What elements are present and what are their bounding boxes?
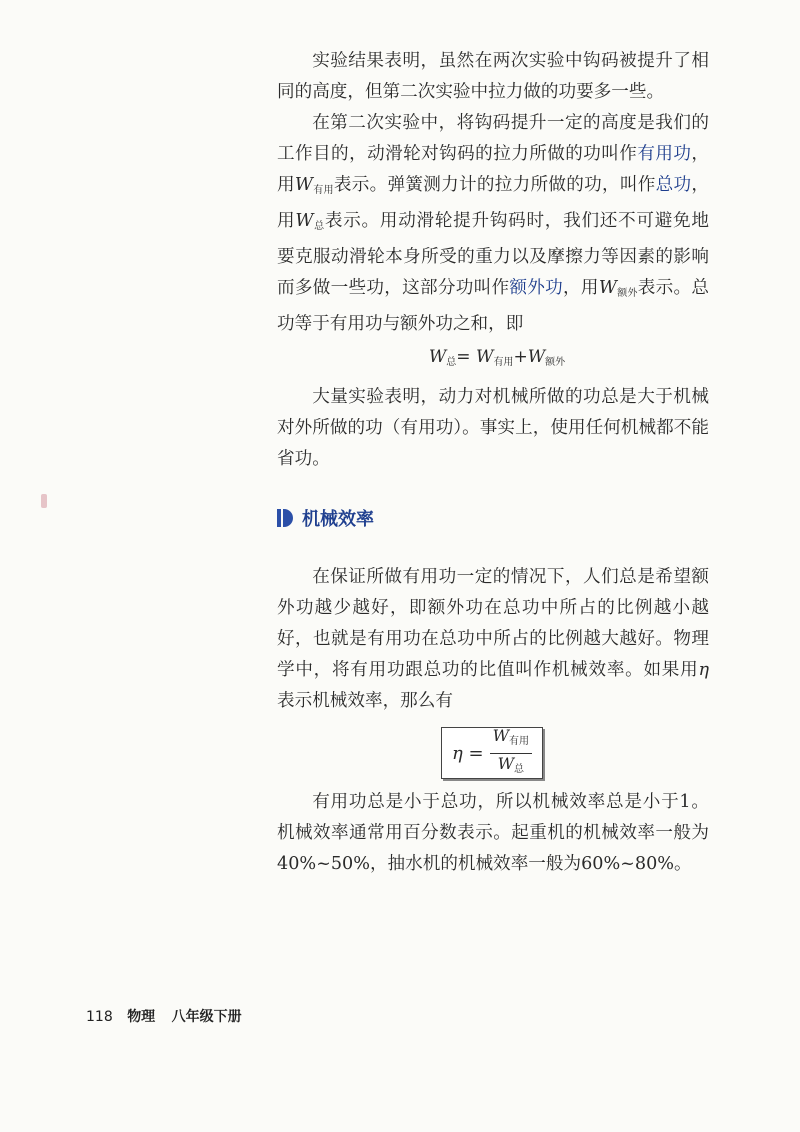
efficiency-formula: η = $\frac{W_{有用}}{W_总}$ [441,727,543,779]
paragraph-efficiency-definition: 在保证所做有用功一定的情况下，人们总是希望额外功越少越好，即额外功在总功中所占的比例越小越好，也就是有用功在总功中所占的比例越大越好。物理学中，将有用功跟总功的比值叫作机械效率。如果用η表示机械效率，那么有 [277,567,709,711]
paragraph-efficiency-values: 有用功总是小于总功，所以机械效率总是小于1。机械效率通常用百分数表示。起重机的机械效率一般为40%~50%，抽水机的机械效率一般为60%~80%。 [277,792,709,874]
text-block-bottom [277,562,709,880]
term-extra-work: 额外功 [509,278,564,298]
book-grade: 八年级下册 [171,1009,242,1025]
text-block-top [277,46,709,475]
page-number: 118 [86,1009,113,1025]
paragraph-conclusion: 大量实验表明，动力对机械所做的功总是大于机械对外所做的功（有用功）。事实上，使用任何机械都不能省功。 [277,387,709,469]
fraction-denominator: $W_总$ [497,754,525,775]
book-subject: 物理 [127,1009,156,1025]
margin-mark [41,494,47,508]
formula-fraction [490,726,532,780]
section-title: 机械效率 [302,509,374,530]
term-useful-work: 有用功 [637,144,692,164]
fraction-numerator: $W_{有用}$ [490,726,532,754]
paragraph-definitions: 在第二次实验中，将钩码提升一定的高度是我们的工作目的，动滑轮对钩码的拉力所做的功叫作有用功，用$W_{有用}$表示。弹簧测力计的拉力所做的功，叫作总功，用$W_总$表示。用动滑轮提升钩码时，我们还不可避免地要克服动滑轮本身所受的重力以及摩擦力等因素的影响而多做一些功，这部分功叫作额外功，用$W_{额外}$表示。总功等于有用功与额外功之和，即 [277,113,709,334]
term-total-work: 总功 [655,175,692,195]
section-marker-icon [277,509,293,527]
section-heading [277,500,374,536]
page-footer [86,1006,242,1026]
work-sum-equation: $W_总= W_{有用}+W_{额外}$ [428,347,566,368]
paragraph-result: 实验结果表明，虽然在两次实验中钩码被提升了相同的高度，但第二次实验中拉力做的功要多一些。 [277,51,709,102]
